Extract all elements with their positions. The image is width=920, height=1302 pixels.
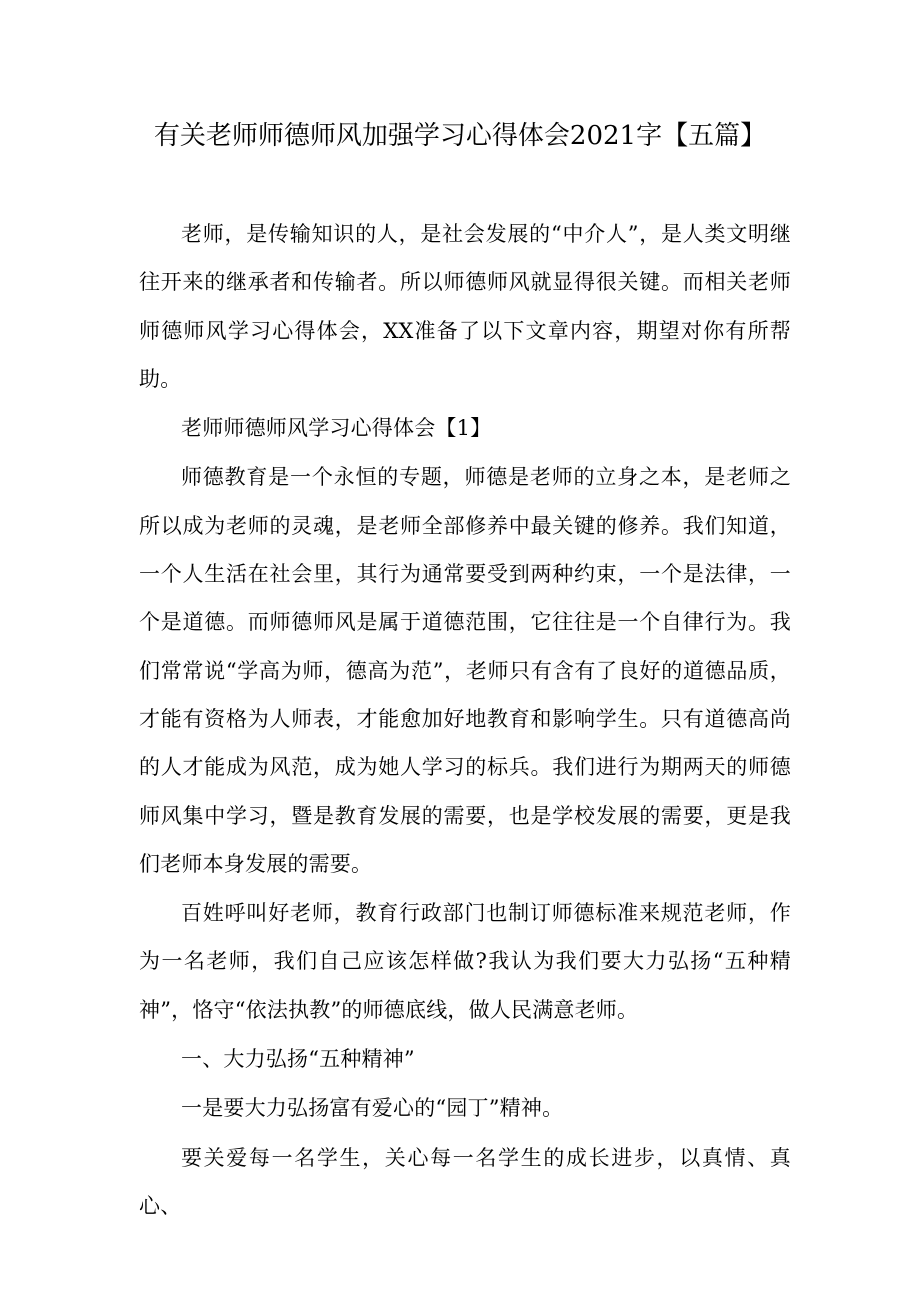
paragraph-teacher-ethics: 师德教育是一个永恒的专题，师德是老师的立身之本，是老师之所以成为老师的灵魂，是老师全部修养中最关键的修养。我们知道，一个人生活在社会里，其行为通常要受到两种约束，一个是法律，一个是道德。而师德师风是属于道德范围，它往往是一个自律行为。我们常常说“学高为师，德高为范”，老师只有含有了良好的道德品质，才能有资格为人师表，才能愈加好地教育和影响学生。只有道德高尚的人才能成为风范，成为她人学习的标兵。我们进行为期两天的师德师风集中学习，暨是教育发展的需要，也是学校发展的需要，更是我们老师本身发展的需要。 bbox=[139, 465, 791, 876]
subheading-five-spirits: 一、大力弘扬“五种精神” bbox=[181, 1047, 415, 1072]
section-heading-1: 老师师德师风学习心得体会【1】 bbox=[181, 416, 492, 441]
document-title: 有关老师师德师风加强学习心得体会2021字【五篇】 bbox=[153, 121, 767, 151]
paragraph-intro: 老师，是传输知识的人，是社会发展的“中介人”，是人类文明继往开来的继承者和传输者。所以师德师风就显得很关键。而相关老师师德师风学习心得体会，XX准备了以下文章内容，期望对你有所帮助。 bbox=[139, 222, 791, 391]
paragraph-five-spirits: 百姓呼叫好老师，教育行政部门也制订师德标准来规范老师，作为一名老师，我们自己应该怎样做?我认为我们要大力弘扬“五种精神”，恪守“依法执教”的师德底线，做人民满意老师。 bbox=[139, 901, 791, 1022]
document-body bbox=[139, 210, 791, 1231]
paragraph-care-students: 要关爱每一名学生，关心每一名学生的成长进步，以真情、真心、 bbox=[139, 1145, 791, 1218]
paragraph-gardener-spirit: 一是要大力弘扬富有爱心的“园丁”精神。 bbox=[181, 1096, 564, 1121]
